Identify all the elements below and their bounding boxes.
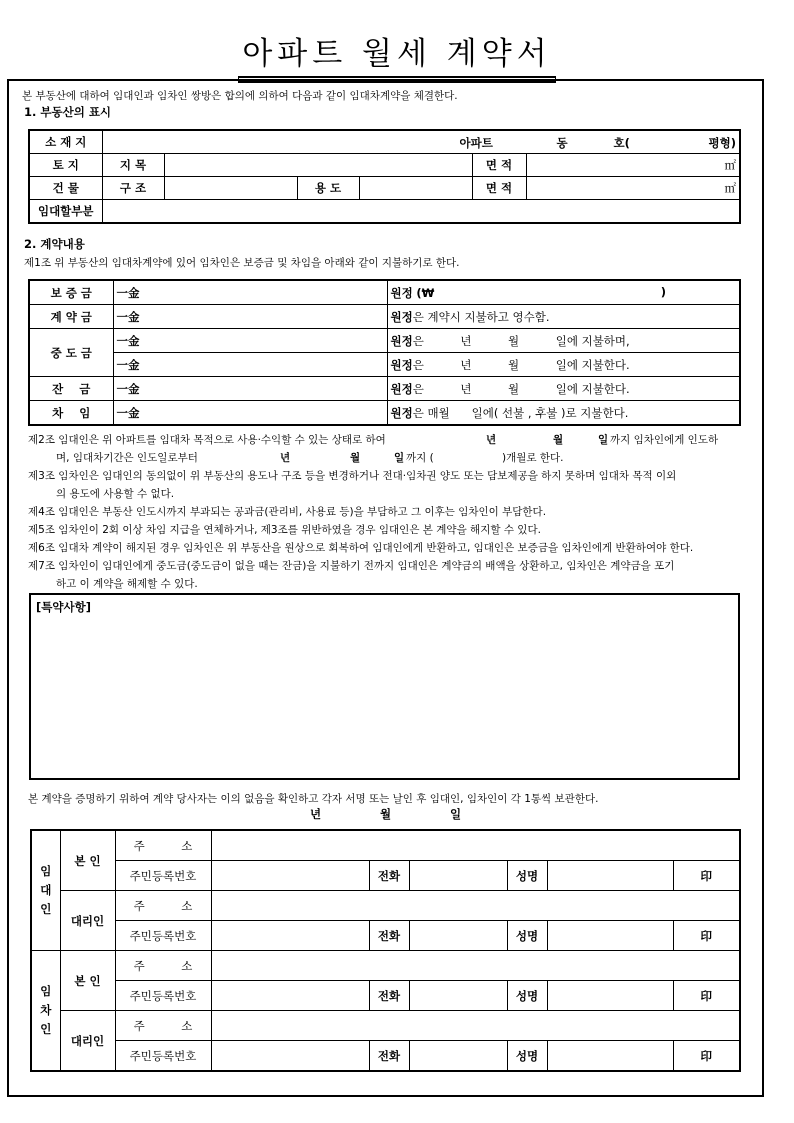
middle-payment-prefix-1: 一金: [116, 333, 140, 348]
structure-field[interactable]: [164, 177, 297, 200]
tenant-agent-address-label: 주 소: [115, 1011, 211, 1041]
date-month: 월: [380, 807, 392, 821]
landlord-rrn-field[interactable]: [211, 861, 369, 891]
structure-label: 구 조: [102, 177, 164, 200]
tenant-name-field[interactable]: [547, 981, 673, 1011]
rent-won: 원정: [390, 405, 413, 420]
landlord-agent-seal: 印: [673, 921, 740, 951]
article2-day-2: 일: [394, 452, 405, 464]
landlord-phone-label: 전화: [369, 861, 409, 891]
landlord-address-field[interactable]: [211, 830, 740, 861]
dong-text: 동: [556, 136, 568, 150]
land-label: 토 지: [29, 154, 102, 177]
section2-heading: 2. 계약내용: [24, 237, 85, 251]
deposit-end: ): [660, 284, 666, 299]
article3-a: 제3조 임차인은 임대인의 동의없이 위 부동산의 용도나 구조 등을 변경하거나 전대·임차권 양도 또는 담보제공을 하지 못하며 임대차 목적 이외: [28, 470, 677, 482]
middle-payment-label: 중 도 금: [29, 329, 113, 377]
middle-payment-tail-1: [387, 329, 740, 353]
middle-payment-won-2: 원정: [390, 357, 413, 372]
intro-text: 본 부동산에 대하여 임대인과 임차인 쌍방은 합의에 의하여 다음과 같이 임대차계약을 체결한다.: [22, 90, 458, 102]
landlord-label-text: 임대인: [40, 864, 52, 916]
landlord-name-label: 성명: [507, 861, 547, 891]
landlord-agent-rrn-field[interactable]: [211, 921, 369, 951]
special-terms-label: [특약사항]: [36, 600, 91, 614]
article2: [28, 431, 748, 593]
middle-payment-tail-text-1: 은 년 월 일에 지불하며,: [412, 333, 630, 348]
location-label: 소 재 지: [29, 130, 102, 154]
landlord-agent-rrn-label: 주민등록번호: [115, 921, 211, 951]
tenant-agent-rrn-field[interactable]: [211, 1041, 369, 1072]
contract-payment-field[interactable]: [113, 305, 387, 329]
tenant-address-field[interactable]: [211, 951, 740, 981]
landlord-phone-field[interactable]: [409, 861, 507, 891]
building-area-unit: ㎡: [724, 181, 736, 195]
balance-row: [29, 377, 740, 401]
article1-text: 제1조 위 부동산의 임대차계약에 있어 임차인은 보증금 및 차임을 아래와 같이 지불하기로 한다.: [24, 257, 460, 269]
tenant-rrn-label: 주민등록번호: [115, 981, 211, 1011]
tenant-agent-name-field[interactable]: [547, 1041, 673, 1072]
article2-month: 월: [553, 434, 564, 446]
middle-payment-field-1[interactable]: [113, 329, 387, 353]
middle-payment-field-2[interactable]: [113, 353, 387, 377]
rent-label: 차 임: [29, 401, 113, 426]
date-day: 일: [450, 807, 462, 821]
date-year: 년: [310, 807, 322, 821]
tenant-rrn-field[interactable]: [211, 981, 369, 1011]
deposit-tail: [387, 280, 740, 305]
tenant-agent-label: 대리인: [60, 1011, 115, 1072]
contract-payment-label: 계 약 금: [29, 305, 113, 329]
balance-tail: [387, 377, 740, 401]
land-area-label: 면 적: [472, 154, 526, 177]
deposit-won: 원정: [390, 285, 413, 300]
landlord-name-field[interactable]: [547, 861, 673, 891]
pyeong-text: 평형): [708, 136, 736, 150]
payment-table: [28, 279, 741, 426]
use-field[interactable]: [359, 177, 472, 200]
section1-heading: 1. 부동산의 표시: [24, 105, 112, 119]
article2-c: 며, 임대차기간은 인도일로부터: [56, 452, 198, 464]
tenant-agent-phone-field[interactable]: [409, 1041, 507, 1072]
landlord-seal: 印: [673, 861, 740, 891]
tenant-label: [31, 951, 60, 1072]
land-area-field[interactable]: [526, 154, 740, 177]
contract-payment-row: [29, 305, 740, 329]
article4: 제4조 임대인은 부동산 인도시까지 부과되는 공과금(관리비, 사용료 등)을 부담하고 그 이후는 임차인이 부담한다.: [28, 506, 547, 518]
article2-a: 제2조 임대인은 위 아파트를 임대차 목적으로 사용·수익할 수 있는 상태로 하여: [28, 434, 386, 446]
article5: 제5조 임차인이 2회 이상 차임 지급을 연체하거나, 제3조를 위반하였을 경우 임대인은 본 계약을 해지할 수 있다.: [28, 524, 541, 536]
apt-text: 아파트: [459, 136, 493, 150]
land-area-unit: ㎡: [724, 158, 736, 172]
special-terms-box[interactable]: [29, 593, 740, 780]
landlord-agent-address-label: 주 소: [115, 891, 211, 921]
article3-b: 의 용도에 사용할 수 없다.: [56, 488, 175, 500]
article6: 제6조 임대차 계약이 해지된 경우 임차인은 위 부동산을 원상으로 회복하여 임대인에게 반환하고, 임대인은 보증금을 임차인에게 반환하여야 한다.: [28, 542, 694, 554]
rent-tail: [387, 401, 740, 426]
tenant-label-text: 임차인: [40, 984, 52, 1036]
article2-year: 년: [486, 434, 497, 446]
tenant-agent-rrn-label: 주민등록번호: [115, 1041, 211, 1072]
landlord-agent-address-field[interactable]: [211, 891, 740, 921]
article2-year-2: 년: [280, 452, 291, 464]
jimok-label: 지 목: [102, 154, 164, 177]
balance-won: 원정: [390, 381, 413, 396]
building-area-label: 면 적: [472, 177, 526, 200]
balance-field[interactable]: [113, 377, 387, 401]
middle-payment-tail-2: [387, 353, 740, 377]
leased-part-label: 임대할부분: [29, 200, 102, 224]
tenant-agent-seal: 印: [673, 1041, 740, 1072]
landlord-agent-label: 대리인: [60, 891, 115, 951]
article2-month-2: 월: [350, 452, 361, 464]
deposit-row: [29, 280, 740, 305]
ho-text: 호(: [613, 136, 630, 150]
parties-table: [30, 829, 741, 1072]
deposit-amount-field[interactable]: [113, 280, 387, 305]
jimok-field[interactable]: [164, 154, 472, 177]
middle-payment-won-1: 원정: [390, 333, 413, 348]
use-label: 용 도: [297, 177, 359, 200]
landlord-agent-phone-field[interactable]: [409, 921, 507, 951]
tenant-agent-address-field[interactable]: [211, 1011, 740, 1041]
contract-payment-tail-text: 은 계약시 지불하고 영수함.: [412, 309, 550, 324]
rent-row: [29, 401, 740, 426]
contract-payment-tail: [387, 305, 740, 329]
document-title: 아파트 월세 계약서: [0, 28, 794, 78]
tenant-agent-phone-label: 전화: [369, 1041, 409, 1072]
tenant-seal: 印: [673, 981, 740, 1011]
tenant-principal-label: 본 인: [60, 951, 115, 1011]
tenant-phone-label: 전화: [369, 981, 409, 1011]
article2-d: 까지 (: [406, 452, 434, 464]
balance-label: 잔 금: [29, 377, 113, 401]
article7-a: 제7조 임차인이 임대인에게 중도금(중도금이 없을 때는 잔금)을 지불하기 전까지 임대인은 계약금의 배액을 상환하고, 임차인은 계약금을 포기: [28, 560, 675, 572]
tenant-name-label: 성명: [507, 981, 547, 1011]
leased-part-field[interactable]: [102, 200, 740, 224]
tenant-agent-name-label: 성명: [507, 1041, 547, 1072]
landlord-agent-name-label: 성명: [507, 921, 547, 951]
closing-text: 본 계약을 증명하기 위하여 계약 당사자는 이의 없음을 확인하고 각자 서명 또는 날인 후 임대인, 임차인이 각 1통씩 보관한다.: [28, 793, 599, 805]
article2-e: )개월로 한다.: [502, 452, 564, 464]
middle-payment-prefix-2: 一金: [116, 357, 140, 372]
deposit-prefix: 一金: [116, 285, 140, 300]
landlord-principal-label: 본 인: [60, 830, 115, 891]
deposit-label: 보 증 금: [29, 280, 113, 305]
contract-payment-prefix: 一金: [116, 309, 140, 324]
landlord-address-label: 주 소: [115, 830, 211, 861]
middle-payment-row-2: [29, 353, 740, 377]
landlord-agent-name-field[interactable]: [547, 921, 673, 951]
building-area-field[interactable]: [526, 177, 740, 200]
article2-b: 까지 임차인에게 인도하: [610, 434, 719, 446]
building-label: 건 물: [29, 177, 102, 200]
middle-payment-tail-text-2: 은 년 월 일에 지불한다.: [412, 357, 630, 372]
article7-b: 하고 이 계약을 해제할 수 있다.: [56, 578, 198, 590]
deposit-tail-text: (₩: [416, 285, 435, 300]
rent-prefix: 一金: [116, 405, 140, 420]
landlord-rrn-label: 주민등록번호: [115, 861, 211, 891]
balance-prefix: 一金: [116, 381, 140, 396]
property-table: [28, 129, 741, 224]
landlord-agent-phone-label: 전화: [369, 921, 409, 951]
article2-day: 일: [598, 434, 609, 446]
location-field[interactable]: [102, 130, 740, 154]
middle-payment-row-1: [29, 329, 740, 353]
tenant-address-label: 주 소: [115, 951, 211, 981]
contract-payment-won: 원정: [390, 309, 413, 324]
rent-field[interactable]: [113, 401, 387, 426]
landlord-label: [31, 830, 60, 951]
balance-tail-text: 은 년 월 일에 지불한다.: [412, 381, 630, 396]
rent-tail-text: 은 매월 일에( 선불 , 후불 )로 지불한다.: [412, 405, 629, 420]
tenant-phone-field[interactable]: [409, 981, 507, 1011]
